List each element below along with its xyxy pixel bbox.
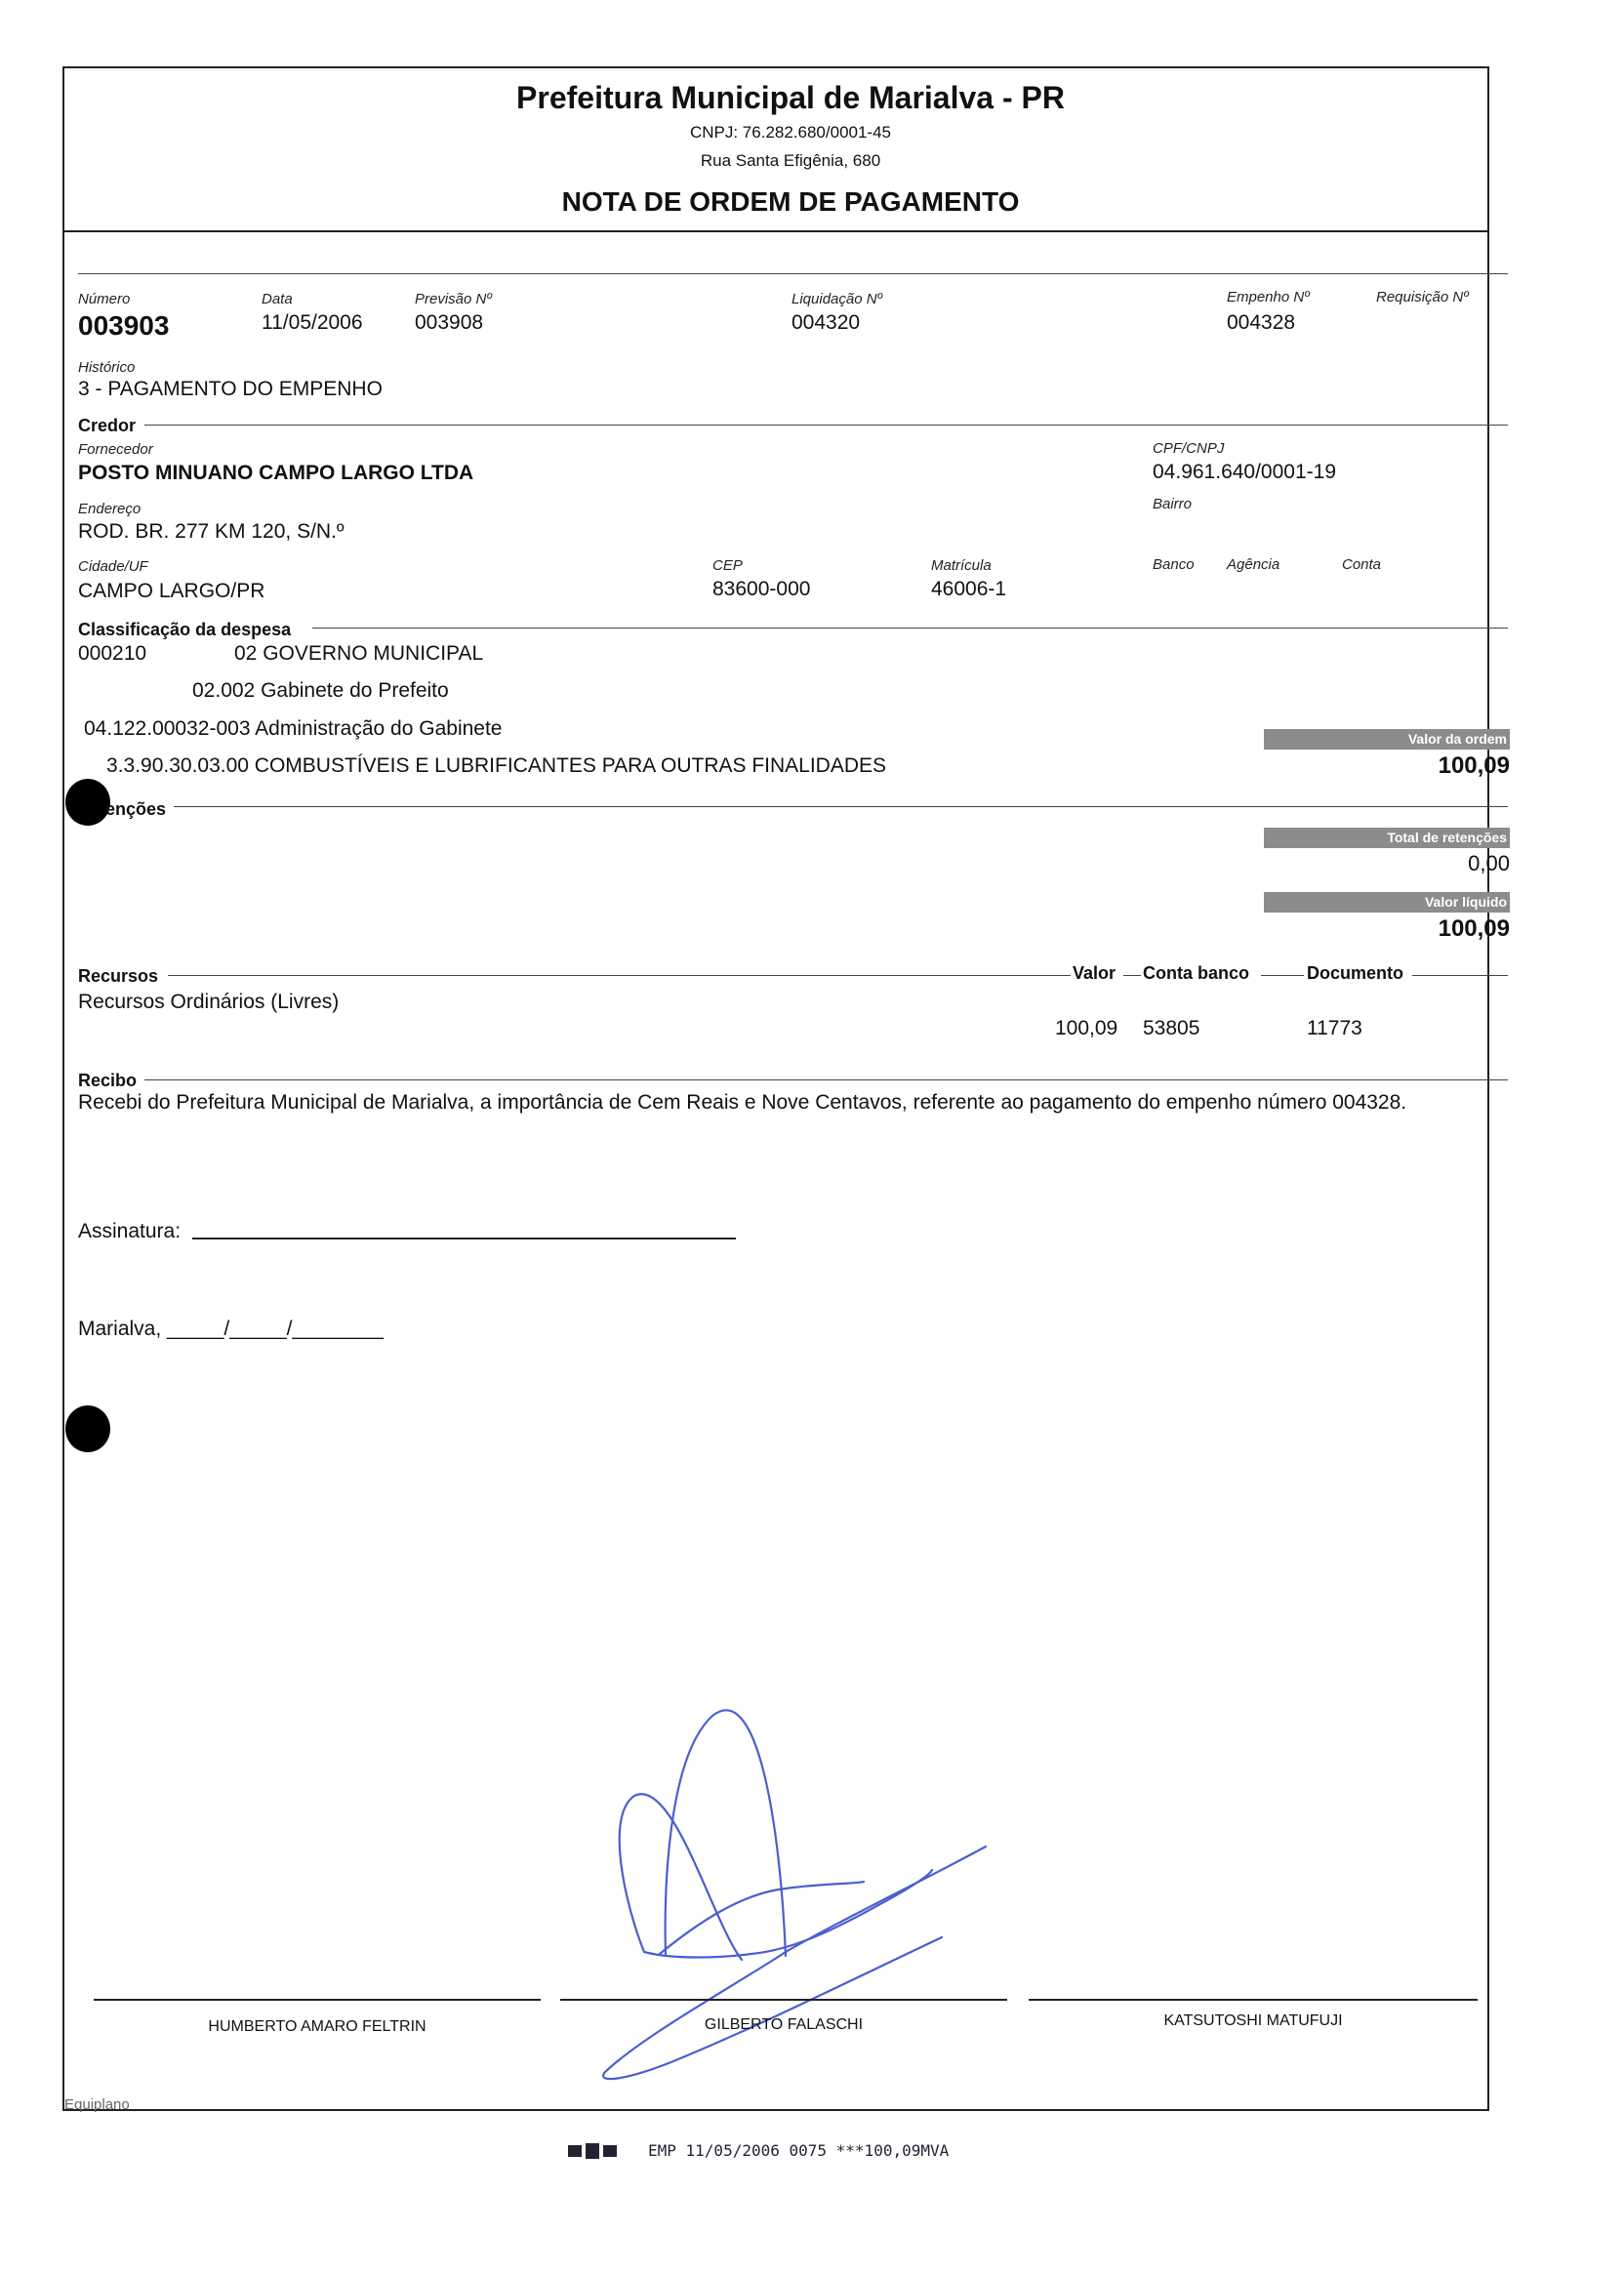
document-title: NOTA DE ORDEM DE PAGAMENTO (561, 186, 1020, 217)
liquidacao-value: 004320 (792, 311, 861, 334)
recursos-nome: Recursos Ordinários (Livres) (78, 991, 340, 1013)
page-title: Prefeitura Municipal de Marialva - PR (516, 80, 1065, 115)
signature-line-2 (560, 1999, 1007, 2001)
recibo-section-title: Recibo (78, 1071, 138, 1090)
credor-section-title: Credor (78, 416, 137, 435)
cpf-cnpj-label: CPF/CNPJ (1153, 440, 1225, 457)
numero-value: 003903 (78, 310, 170, 341)
valor-liquido-value: 100,09 (1438, 915, 1510, 942)
stamp-code: EMP 11/05/2006 0075 ***100,09MVA (648, 2141, 950, 2160)
top-inner-rule (78, 273, 1508, 274)
local-data-line: Marialva, _____/_____/________ (78, 1318, 384, 1340)
total-retencoes-value: 0,00 (1468, 851, 1510, 875)
signature-name-1: HUMBERTO AMARO FELTRIN (208, 2018, 426, 2035)
historico-label: Histórico (78, 359, 136, 376)
data-value: 11/05/2006 (262, 311, 363, 334)
historico-value: 3 - PAGAMENTO DO EMPENHO (78, 378, 383, 400)
previsao-value: 003908 (415, 311, 484, 334)
signature-line-1 (94, 1999, 541, 2001)
classificacao-section-title: Classificação da despesa (78, 620, 292, 639)
bairro-label: Bairro (1153, 496, 1193, 512)
header-separator (62, 230, 1487, 232)
endereco-label: Endereço (78, 501, 142, 517)
signature-name-3: KATSUTOSHI MATUFUJI (1163, 2012, 1343, 2029)
assinatura-line (192, 1238, 736, 1239)
cnpj-text: CNPJ: 76.282.680/0001-45 (689, 123, 892, 142)
cep-value: 83600-000 (712, 578, 811, 600)
valor-ordem-label: Valor da ordem (1264, 729, 1510, 750)
classificacao-line4: 3.3.90.30.03.00 COMBUSTÍVEIS E LUBRIFICANTES PARA OUTRAS FINALIDADES (106, 754, 887, 777)
valor-liquido-label: Valor líquido (1264, 892, 1510, 913)
cep-label: CEP (712, 557, 743, 574)
recursos-valor: 100,09 (1055, 1017, 1118, 1039)
recibo-text: Recebi do Prefeitura Municipal de Marialva, a importância de Cem Reais e Nove Centavos, referente ao pagamento do empenho número 004328. (78, 1091, 1407, 1114)
recursos-rule-c (1261, 975, 1304, 976)
classificacao-line3: 04.122.00032-003 Administração do Gabinete (84, 717, 503, 740)
cidade-label: Cidade/UF (78, 558, 148, 575)
empenho-value: 004328 (1227, 311, 1296, 334)
classificacao-code: 000210 (78, 642, 147, 665)
signature-name-2: GILBERTO FALASCHI (704, 2016, 864, 2033)
endereco-value: ROD. BR. 277 KM 120, S/N.º (78, 520, 345, 543)
matricula-value: 46006-1 (931, 578, 1007, 600)
retencoes-section-title: enções (105, 799, 167, 819)
recursos-section-title: Recursos (78, 966, 159, 986)
credor-rule (144, 425, 1508, 426)
numero-label: Número (78, 291, 131, 307)
recursos-conta: 53805 (1143, 1017, 1200, 1039)
recursos-rule-d (1412, 975, 1508, 976)
assinatura-label: Assinatura: (78, 1220, 182, 1242)
retencoes-rule (174, 806, 1508, 807)
cpf-cnpj-value: 04.961.640/0001-19 (1153, 461, 1337, 483)
recursos-rule-a (168, 975, 1071, 976)
recursos-documento-header: Documento (1307, 963, 1403, 983)
recibo-rule (144, 1079, 1508, 1080)
previsao-label: Previsão Nº (415, 291, 492, 307)
valor-ordem-value: 100,09 (1438, 752, 1510, 779)
matricula-label: Matrícula (931, 557, 992, 574)
fornecedor-label: Fornecedor (78, 441, 153, 458)
signature-line-3 (1029, 1999, 1478, 2001)
binder-hole-bottom (65, 1405, 110, 1452)
banco-label: Banco (1153, 556, 1195, 573)
recursos-conta-header: Conta banco (1143, 963, 1250, 983)
empenho-label: Empenho Nº (1227, 289, 1310, 305)
address-text: Rua Santa Efigênia, 680 (700, 151, 881, 170)
classificacao-line2: 02.002 Gabinete do Prefeito (192, 679, 449, 702)
total-retencoes-label: Total de retenções (1264, 828, 1510, 848)
classificacao-rule (312, 628, 1508, 629)
requisicao-label: Requisição Nº (1376, 289, 1469, 305)
recursos-valor-header: Valor (1073, 963, 1116, 983)
binder-hole-top (65, 779, 110, 826)
liquidacao-label: Liquidação Nº (792, 291, 883, 307)
agencia-label: Agência (1227, 556, 1280, 573)
conta-label: Conta (1342, 556, 1382, 573)
fornecedor-value: POSTO MINUANO CAMPO LARGO LTDA (78, 462, 474, 484)
brand-label: Equiplano (64, 2096, 130, 2113)
recursos-rule-b (1123, 975, 1141, 976)
stamp-logo-icon (568, 2143, 619, 2159)
cidade-value: CAMPO LARGO/PR (78, 580, 265, 602)
data-label: Data (262, 291, 293, 307)
classificacao-line1: 02 GOVERNO MUNICIPAL (234, 642, 484, 665)
recursos-documento: 11773 (1307, 1017, 1362, 1039)
